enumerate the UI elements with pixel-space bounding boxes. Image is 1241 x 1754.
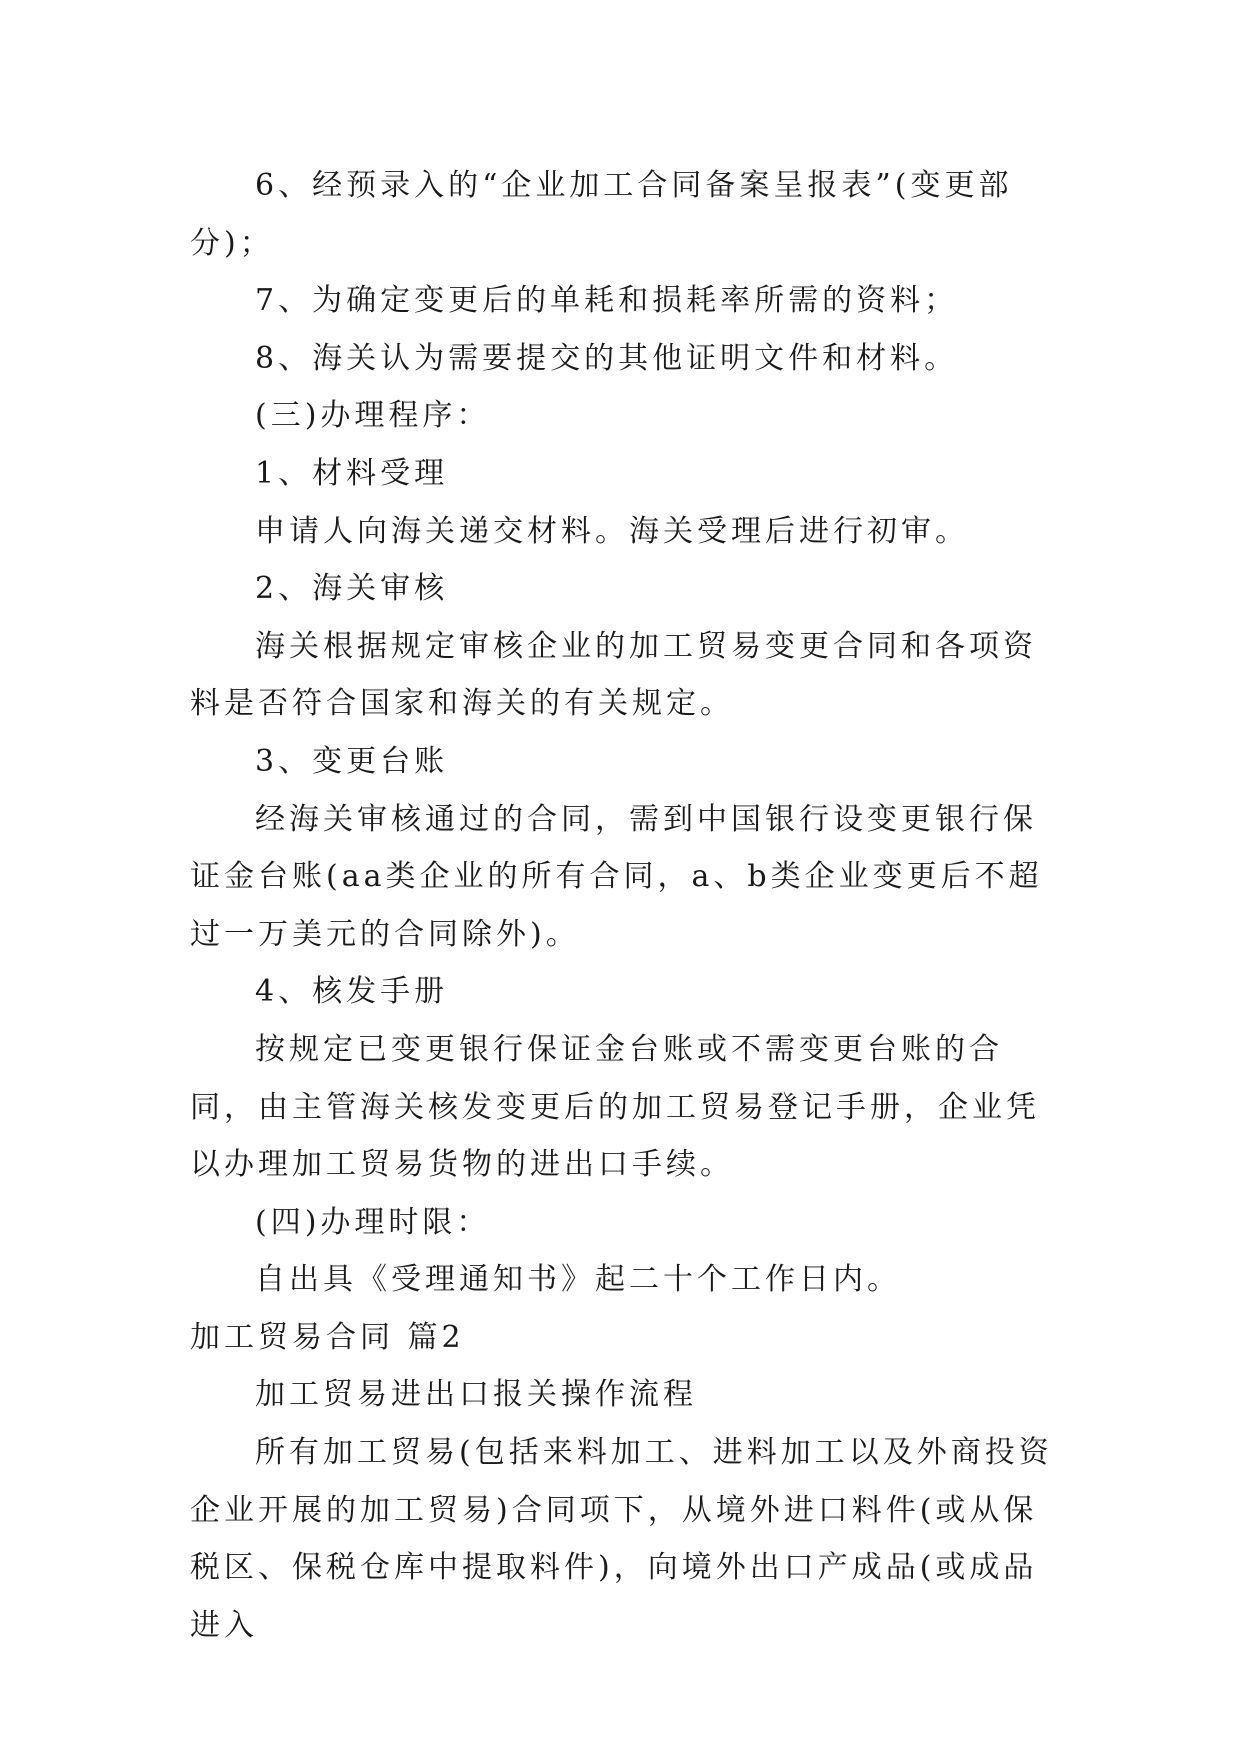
article-heading: 加工贸易合同 篇2	[190, 1319, 465, 1355]
requirement-item-7: 7、为确定变更后的单耗和损耗率所需的资料；	[255, 283, 959, 319]
step-body-1: 申请人向海关递交材料。海关受理后进行初审。	[255, 513, 969, 549]
section-heading-time-limit: (四)办理时限：	[255, 1204, 491, 1240]
article-body-paragraph: 所有加工贸易(包括来料加工、进料加工以及外商投资企业开展的加工贸易)合同项下，从境外进口料件(或从保税区、保税仓库中提取料件)，向境外出口产成品(或成品进入	[190, 1435, 1053, 1643]
step-title-2: 2、海关审核	[255, 571, 449, 607]
document-body	[190, 157, 1070, 1654]
step-title-4: 4、核发手册	[255, 974, 449, 1010]
article-subtitle: 加工贸易进出口报关操作流程	[255, 1377, 697, 1413]
step-body-3: 经海关审核通过的合同，需到中国银行设变更银行保证金台账(aa类企业的所有合同，a、b类企业变更后不超过一万美元的合同除外)。	[190, 801, 1043, 952]
step-title-1: 1、材料受理	[255, 455, 449, 491]
step-title-3: 3、变更台账	[255, 743, 449, 779]
requirement-item-6: 6、经预录入的“企业加工合同备案呈报表”(变更部分)；	[190, 168, 1013, 261]
step-body-2: 海关根据规定审核企业的加工贸易变更合同和各项资料是否符合国家和海关的有关规定。	[190, 628, 1037, 722]
step-body-4: 按规定已变更银行保证金台账或不需变更台账的合同，由主管海关核发变更后的加工贸易登记手册，企业凭以办理加工贸易货物的进出口手续。	[190, 1031, 1040, 1183]
time-limit-body: 自出具《受理通知书》起二十个工作日内。	[255, 1262, 901, 1298]
requirement-item-8: 8、海关认为需要提交的其他证明文件和材料。	[255, 340, 959, 376]
section-heading-procedure: (三)办理程序：	[255, 398, 491, 434]
